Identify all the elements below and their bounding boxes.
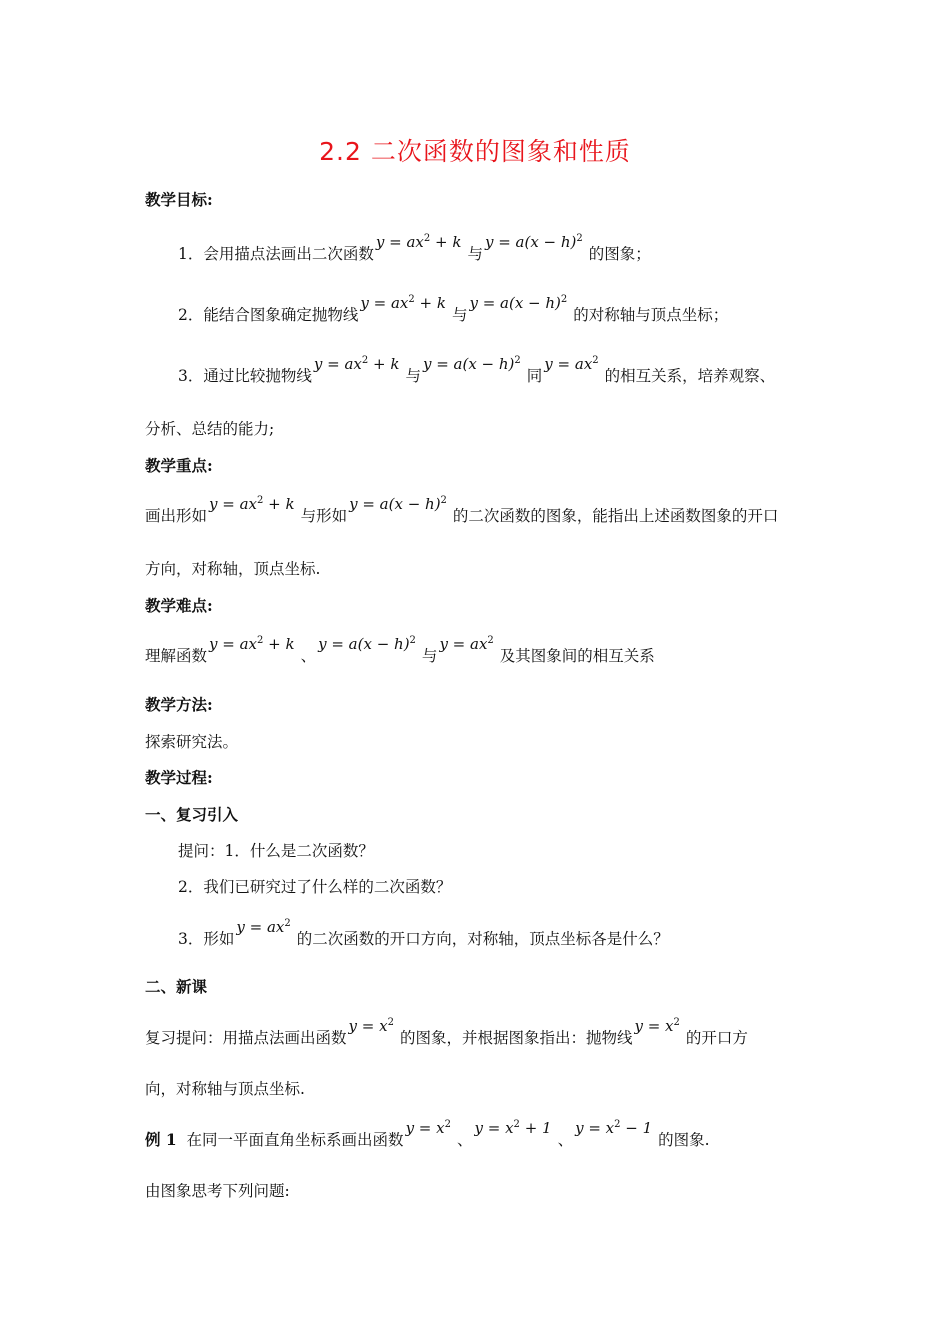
formula: $y = ax^2$: [236, 918, 291, 936]
key-points-cont: 方向，对称轴，顶点坐标.: [145, 560, 321, 578]
review-q1: 提问：1．什么是二次函数？: [178, 842, 374, 860]
formula: $y = ax^2 + k$: [375, 233, 462, 251]
heading-key-points: 教学重点:: [145, 456, 213, 475]
example-label: 例 1: [145, 1130, 177, 1149]
objective-1: 1．会用描点法画出二次函数$y = ax^2 + k$与$y = a(x - h)^2$的图象；: [178, 240, 651, 265]
formula: $y = x^2$: [348, 1017, 394, 1035]
objective-2: 2．能结合图象确定抛物线$y = ax^2 + k$与$y = a(x - h)^2$的对称轴与顶点坐标；: [178, 301, 728, 326]
heading-new-lesson: 二、新课: [145, 977, 208, 996]
key-points-line: 画出形如$y = ax^2 + k$与形如$y = a(x - h)^2$的二次函数的图象，能指出上述函数图象的开口: [145, 502, 778, 527]
formula: $y = ax^2 + k$: [313, 355, 400, 373]
new-lesson-p1-cont: 向，对称轴与顶点坐标.: [145, 1080, 305, 1098]
formula: $y = ax^2 + k$: [209, 495, 295, 513]
formula: $y = x^2$: [405, 1119, 451, 1137]
new-lesson-p1: 复习提问：用描点法画出函数$y = x^2$的图象，并根据图象指出：抛物线$y = x^2$的开口方: [145, 1024, 748, 1049]
formula: $y = x^2 + 1$: [474, 1119, 552, 1137]
example-1: 例 1 在同一平面直角坐标系画出函数$y = x^2$、$y = x^2 + 1$、$y = x^2 - 1$的图象.: [145, 1126, 710, 1151]
heading-process: 教学过程:: [145, 768, 213, 787]
formula: $y = ax^2 + k$: [360, 294, 446, 312]
objective-3-cont: 分析、总结的能力;: [145, 420, 275, 438]
formula: $y = a(x - h)^2$: [422, 355, 521, 373]
formula: $y = x^2 - 1$: [575, 1119, 653, 1137]
formula: $y = ax^2$: [439, 635, 494, 653]
formula: $y = a(x - h)^2$: [484, 233, 583, 251]
heading-review: 一、复习引入: [145, 805, 239, 824]
heading-methods: 教学方法:: [145, 695, 213, 714]
formula: $y = x^2$: [634, 1017, 680, 1035]
methods-text: 探索研究法。: [145, 733, 239, 751]
formula: $y = a(x - h)^2$: [349, 495, 447, 513]
page-title: 2.2 二次函数的图象和性质: [319, 137, 631, 166]
formula: $y = a(x - h)^2$: [469, 294, 568, 312]
think-questions: 由图象思考下列问题:: [145, 1182, 290, 1200]
review-q2: 2．我们已研究过了什么样的二次函数？: [178, 878, 452, 896]
heading-difficulties: 教学难点:: [145, 596, 213, 615]
review-q3: 3．形如$y = ax^2$的二次函数的开口方向，对称轴，顶点坐标各是什么？: [178, 925, 669, 950]
objective-3: 3．通过比较抛物线$y = ax^2 + k$与$y = a(x - h)^2$同$y = ax^2$的相互关系，培养观察、: [178, 362, 775, 387]
heading-objectives: 教学目标:: [145, 190, 213, 209]
formula: $y = a(x - h)^2$: [318, 635, 416, 653]
difficulties-line: 理解函数$y = ax^2 + k$、$y = a(x - h)^2$与$y = ax^2$及其图象间的相互关系: [145, 642, 655, 667]
formula: $y = ax^2 + k$: [209, 635, 295, 653]
formula: $y = ax^2$: [544, 355, 599, 373]
